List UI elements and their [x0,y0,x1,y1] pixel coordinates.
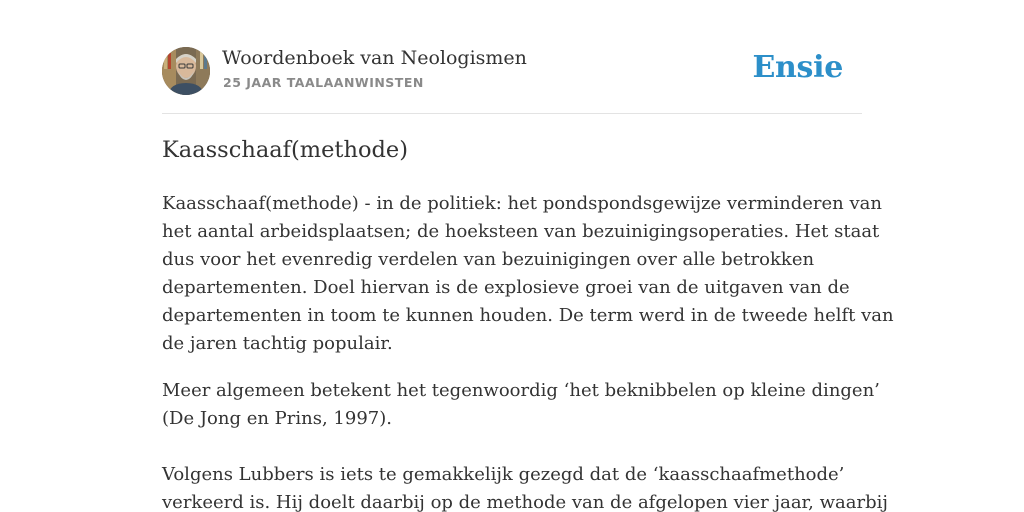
site-subtitle: 25 JAAR TAALAANWINSTEN [223,75,424,90]
text-line: het aantal arbeidsplaatsen; de hoeksteen van bezuinigingsoperaties. Het staat [162,221,880,242]
header-divider [162,113,862,114]
author-portrait-image [162,47,210,95]
site-header [162,46,862,96]
paragraph [162,377,880,433]
text-line: Volgens Lubbers is iets te gemakkelijk gezegd dat de ‘kaasschaafmethode’ [162,464,845,485]
avatar[interactable] [162,47,210,95]
paragraph [162,461,888,512]
text-line: dus voor het evenredig verdelen van bezuinigingen over alle betrokken [162,249,815,270]
text-line: departementen. Doel hiervan is de explosieve groei van de uitgaven van de [162,277,850,298]
brand-logo[interactable]: Ensie [752,50,843,85]
paragraph [162,190,894,358]
entry-title: Kaasschaaf(methode) [162,137,408,163]
text-line: de jaren tachtig populair. [162,333,393,354]
site-title[interactable]: Woordenboek van Neologismen [222,47,527,69]
entry-body [162,190,894,512]
text-line: (De Jong en Prins, 1997). [162,408,392,429]
text-line: Meer algemeen betekent het tegenwoordig ‘het beknibbelen op kleine dingen’ [162,380,880,401]
text-line: departementen in toom te kunnen houden. De term werd in de tweede helft van [162,305,894,326]
text-line: Kaasschaaf(methode) - in de politiek: het pondspondsgewijze verminderen van [162,193,882,214]
text-line: verkeerd is. Hij doelt daarbij op de methode van de afgelopen vier jaar, waarbij [162,492,888,512]
